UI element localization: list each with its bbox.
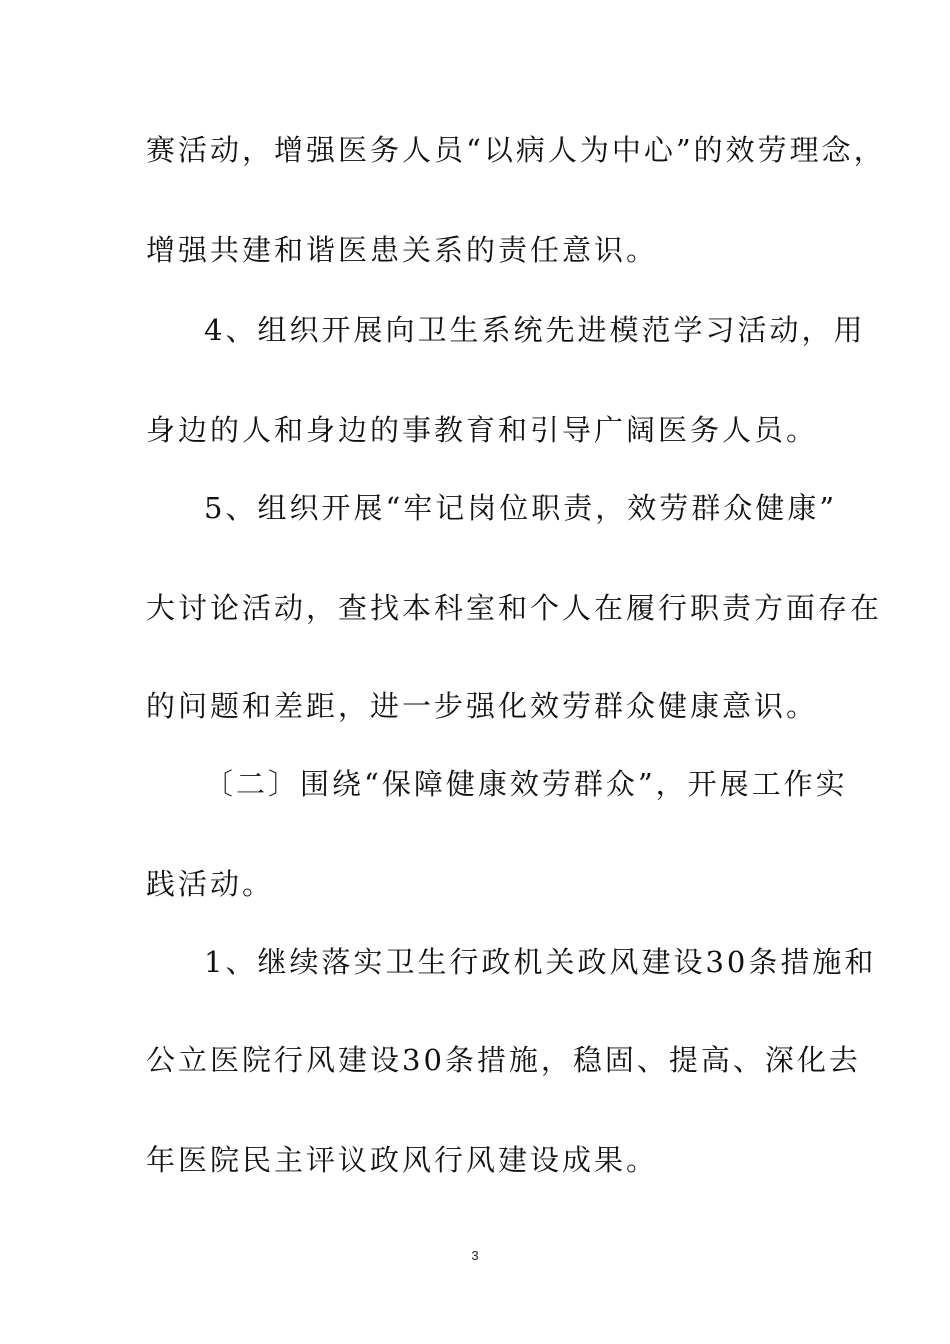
paragraph-start-line: 5、组织开展“牢记岗位职责，效劳群众健康” xyxy=(204,491,838,525)
section-heading-line: 〔二〕围绕“保障健康效劳群众”，开展工作实 xyxy=(204,767,848,801)
text-line: 赛活动，增强医务人员“以病人为中心”的效劳理念， xyxy=(146,133,886,167)
text-line: 大讨论活动，查找本科室和个人在履行职责方面存在 xyxy=(146,591,883,625)
text-line: 践活动。 xyxy=(146,867,275,901)
paragraph-start-line: 1、继续落实卫生行政机关政风建设30条措施和 xyxy=(204,945,877,979)
paragraph-start-line: 4、组织开展向卫生系统先进模范学习活动，用 xyxy=(204,313,866,347)
text-line: 的问题和差距，进一步强化效劳群众健康意识。 xyxy=(146,689,819,723)
text-line: 增强共建和谐医患关系的责任意识。 xyxy=(146,233,659,267)
text-line: 身边的人和身边的事教育和引导广阔医务人员。 xyxy=(146,413,819,447)
text-line: 公立医院行风建设30条措施，稳固、提高、深化去 xyxy=(146,1043,861,1077)
page-number: 3 xyxy=(471,1248,479,1263)
text-line: 年医院民主评议政风行风建设成果。 xyxy=(146,1143,659,1177)
